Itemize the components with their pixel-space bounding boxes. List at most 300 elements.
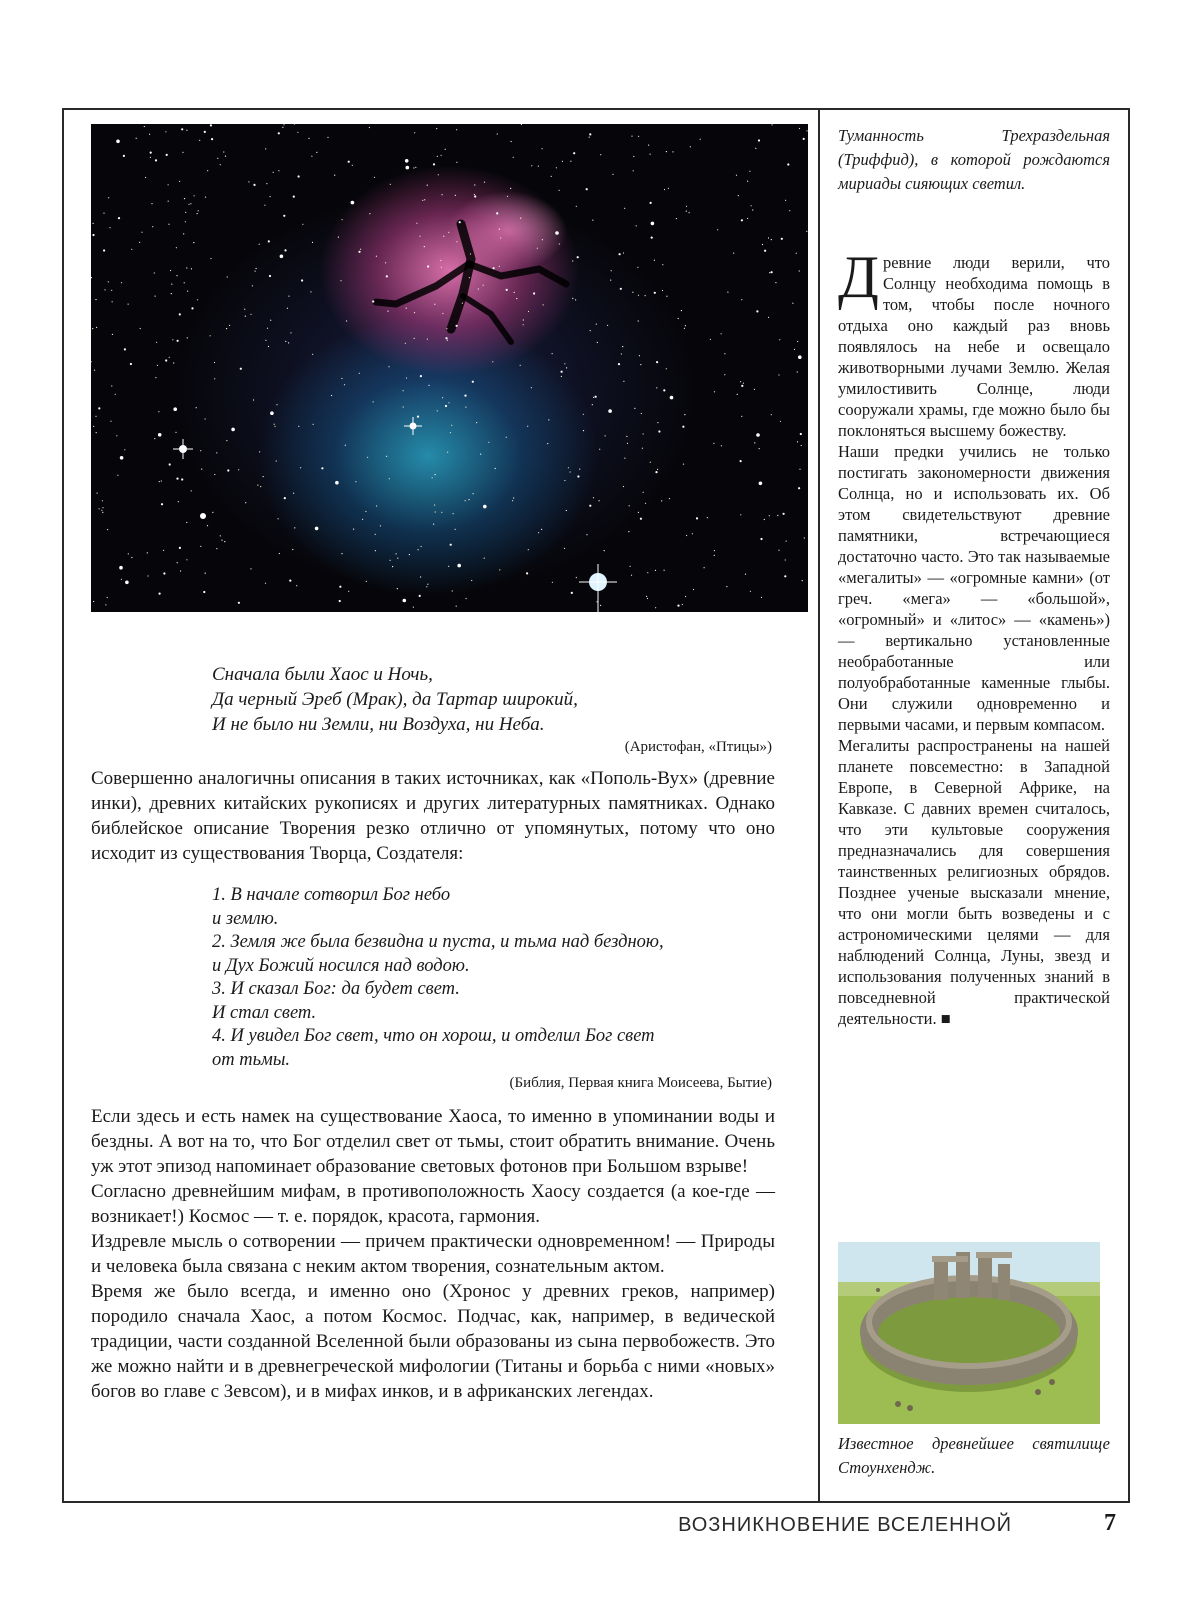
star bbox=[513, 497, 514, 498]
star bbox=[260, 486, 261, 487]
star bbox=[223, 151, 224, 152]
star bbox=[650, 462, 651, 463]
star bbox=[548, 419, 549, 420]
star bbox=[693, 589, 694, 590]
star bbox=[781, 238, 783, 240]
poem-attribution: (Аристофан, «Птицы») bbox=[624, 739, 772, 755]
star bbox=[457, 564, 461, 568]
star bbox=[351, 201, 355, 205]
star bbox=[593, 397, 594, 398]
star bbox=[531, 165, 532, 166]
star bbox=[238, 602, 240, 604]
star bbox=[564, 363, 565, 364]
star bbox=[775, 282, 776, 283]
star bbox=[589, 137, 590, 138]
star bbox=[414, 132, 415, 133]
star bbox=[741, 219, 743, 221]
star bbox=[161, 480, 162, 481]
star bbox=[768, 317, 769, 318]
star bbox=[147, 552, 148, 553]
star bbox=[541, 529, 542, 530]
star bbox=[600, 605, 601, 606]
star bbox=[115, 394, 116, 395]
star bbox=[256, 268, 257, 269]
star bbox=[97, 493, 98, 494]
star bbox=[511, 141, 512, 142]
star bbox=[244, 309, 245, 310]
star bbox=[121, 282, 122, 283]
star bbox=[664, 570, 665, 571]
star bbox=[103, 213, 104, 214]
star bbox=[623, 486, 624, 487]
star bbox=[101, 510, 102, 511]
star bbox=[168, 224, 169, 225]
main-text-2 bbox=[91, 1104, 775, 1404]
star bbox=[95, 299, 96, 300]
star bbox=[500, 237, 501, 238]
star bbox=[547, 443, 548, 444]
star bbox=[756, 433, 760, 437]
star bbox=[287, 308, 288, 309]
star bbox=[296, 585, 297, 586]
star bbox=[405, 159, 409, 163]
star bbox=[278, 170, 279, 171]
star bbox=[248, 181, 249, 182]
star bbox=[406, 308, 407, 309]
star bbox=[495, 468, 496, 469]
star bbox=[182, 152, 183, 153]
star bbox=[499, 229, 500, 230]
star bbox=[556, 167, 557, 168]
star bbox=[255, 271, 256, 272]
star bbox=[442, 194, 443, 195]
star bbox=[714, 391, 715, 392]
star bbox=[559, 243, 560, 244]
star bbox=[685, 596, 686, 597]
star bbox=[623, 381, 624, 382]
star bbox=[555, 231, 559, 235]
star bbox=[772, 124, 773, 125]
star bbox=[227, 276, 228, 277]
star bbox=[321, 467, 323, 469]
star bbox=[278, 518, 279, 519]
star bbox=[99, 508, 100, 509]
star bbox=[173, 362, 174, 363]
star bbox=[733, 253, 734, 254]
star bbox=[176, 478, 178, 480]
drop-cap: Д bbox=[838, 244, 879, 310]
star bbox=[144, 126, 145, 127]
star bbox=[538, 532, 539, 533]
star bbox=[605, 435, 606, 436]
star bbox=[682, 604, 683, 605]
star bbox=[201, 469, 202, 470]
bible-line: и землю. bbox=[212, 908, 279, 929]
star bbox=[186, 267, 187, 268]
star bbox=[577, 475, 579, 477]
star bbox=[427, 339, 428, 340]
star bbox=[375, 550, 376, 551]
star bbox=[741, 385, 743, 387]
star bbox=[561, 376, 562, 377]
star bbox=[417, 416, 419, 418]
star bbox=[789, 210, 790, 211]
side-paragraph-3: Мегалиты распространены на нашей планете повсеместно: в Западной Европе, в Северной Африке, на Кавказе. С давних времен считалось, что эти культовые сооружения предназначались для совершения таинственных религиозных обрядов. Позднее ученые высказали мнение, что они могли быть возведены и с астрономическими целями — для наблюдений Солнца, Луны, звезд и использования полученных знаний в повседневной практической деятельности. ■ bbox=[838, 736, 1110, 1028]
star bbox=[121, 579, 122, 580]
star bbox=[453, 513, 454, 514]
star bbox=[799, 128, 800, 129]
star bbox=[224, 541, 225, 542]
star bbox=[274, 424, 275, 425]
star bbox=[645, 295, 646, 296]
star bbox=[655, 607, 656, 608]
star bbox=[638, 512, 639, 513]
star bbox=[165, 359, 167, 361]
star bbox=[424, 199, 425, 200]
trifid-nebula-photo bbox=[91, 124, 808, 612]
star bbox=[552, 582, 553, 583]
star bbox=[360, 249, 361, 250]
star bbox=[624, 458, 625, 459]
star bbox=[799, 469, 800, 470]
star bbox=[756, 310, 758, 312]
star bbox=[204, 131, 206, 133]
star bbox=[521, 124, 522, 125]
star bbox=[758, 139, 760, 141]
poem-line: Да черный Эреб (Мрак), да Тартар широкий, bbox=[212, 689, 578, 710]
star bbox=[692, 533, 693, 534]
star bbox=[151, 203, 152, 204]
star bbox=[171, 284, 172, 285]
star bbox=[736, 175, 737, 176]
star bbox=[678, 318, 679, 319]
star bbox=[651, 237, 653, 239]
star bbox=[778, 374, 779, 375]
star bbox=[621, 353, 622, 354]
star bbox=[145, 177, 146, 178]
star bbox=[721, 333, 722, 334]
star bbox=[270, 411, 274, 415]
star bbox=[252, 285, 253, 286]
star bbox=[415, 167, 416, 168]
star bbox=[193, 242, 194, 243]
star bbox=[656, 361, 658, 363]
star bbox=[390, 560, 391, 561]
star bbox=[421, 546, 422, 547]
star bbox=[194, 195, 195, 196]
star bbox=[250, 568, 251, 569]
star bbox=[797, 341, 798, 342]
star bbox=[187, 337, 188, 338]
star bbox=[428, 385, 429, 386]
star bbox=[437, 410, 438, 411]
star bbox=[221, 540, 222, 541]
star bbox=[611, 270, 612, 271]
star bbox=[629, 505, 630, 506]
star bbox=[783, 513, 785, 515]
star bbox=[298, 426, 299, 427]
star bbox=[610, 280, 611, 281]
star bbox=[91, 277, 92, 278]
star bbox=[375, 534, 376, 535]
star bbox=[780, 421, 781, 422]
star bbox=[662, 290, 663, 291]
star bbox=[747, 218, 748, 219]
star bbox=[103, 249, 105, 251]
star bbox=[510, 188, 511, 189]
star bbox=[342, 219, 343, 220]
star bbox=[506, 289, 508, 291]
star bbox=[335, 481, 339, 485]
star bbox=[139, 242, 140, 243]
star bbox=[346, 320, 347, 321]
star bbox=[571, 592, 573, 594]
star bbox=[179, 547, 181, 549]
star bbox=[471, 580, 472, 581]
star bbox=[657, 422, 658, 423]
star bbox=[745, 574, 746, 575]
bible-line: 2. Земля же была безвидна и пуста, и тьма над бездною, bbox=[212, 932, 664, 952]
star bbox=[226, 440, 227, 441]
star bbox=[759, 448, 760, 449]
star bbox=[118, 217, 120, 219]
star bbox=[474, 184, 475, 185]
star bbox=[514, 292, 515, 293]
star bbox=[414, 338, 415, 339]
star bbox=[752, 209, 753, 210]
star bbox=[217, 158, 218, 159]
star bbox=[619, 253, 621, 255]
star bbox=[156, 342, 157, 343]
star bbox=[434, 505, 435, 506]
star bbox=[253, 184, 255, 186]
star bbox=[647, 598, 648, 599]
star bbox=[405, 343, 406, 344]
star bbox=[265, 340, 266, 341]
star bbox=[626, 436, 627, 437]
star bbox=[624, 208, 625, 209]
star bbox=[769, 515, 770, 516]
star bbox=[633, 170, 634, 171]
star bbox=[173, 407, 177, 411]
star bbox=[210, 124, 212, 126]
star bbox=[300, 467, 301, 468]
star bbox=[631, 575, 632, 576]
star bbox=[493, 267, 495, 269]
star bbox=[593, 497, 594, 498]
star bbox=[794, 349, 795, 350]
star bbox=[506, 437, 507, 438]
star bbox=[483, 285, 484, 286]
star bbox=[747, 181, 748, 182]
star bbox=[724, 353, 725, 354]
star bbox=[441, 155, 442, 156]
star bbox=[538, 166, 539, 167]
star bbox=[214, 362, 215, 363]
star bbox=[656, 387, 657, 388]
star bbox=[797, 441, 798, 442]
star bbox=[533, 292, 535, 294]
star bbox=[419, 595, 421, 597]
side-paragraph-1: Древние люди верили, что Солнцу необходима помощь в том, чтобы после ночного отдыха оно каждый раз вновь появлялось на небе и освещало животворными лучами Землю. Желая умилостивить Солнце, люди сооружали храмы, где можно было бы поклоняться высшему божеству. bbox=[838, 244, 1110, 440]
star bbox=[191, 268, 192, 269]
star bbox=[710, 339, 711, 340]
star bbox=[632, 292, 633, 293]
star bbox=[590, 330, 591, 331]
star bbox=[102, 512, 103, 513]
star bbox=[341, 553, 342, 554]
star bbox=[806, 130, 807, 131]
star bbox=[216, 548, 217, 549]
star bbox=[253, 399, 254, 400]
star bbox=[308, 138, 309, 139]
poem-line: И не было ни Земли, ни Воздуха, ни Неба. bbox=[212, 714, 545, 735]
star bbox=[648, 145, 649, 146]
star bbox=[438, 174, 439, 175]
star bbox=[741, 299, 742, 300]
star bbox=[469, 277, 470, 278]
star bbox=[771, 414, 772, 415]
star bbox=[646, 596, 647, 597]
star bbox=[572, 298, 573, 299]
star bbox=[443, 236, 444, 237]
star bbox=[259, 244, 260, 245]
star bbox=[390, 184, 391, 185]
star bbox=[185, 221, 186, 222]
star bbox=[93, 601, 94, 602]
star bbox=[559, 190, 560, 191]
star bbox=[403, 390, 404, 391]
star bbox=[107, 597, 108, 598]
star bbox=[420, 236, 421, 237]
star bbox=[620, 288, 622, 290]
star bbox=[315, 527, 319, 531]
star bbox=[120, 456, 124, 460]
star bbox=[592, 404, 593, 405]
star bbox=[266, 183, 267, 184]
star bbox=[172, 339, 173, 340]
star bbox=[796, 253, 797, 254]
star bbox=[344, 384, 345, 385]
star bbox=[785, 200, 786, 201]
star bbox=[131, 249, 132, 250]
star bbox=[294, 124, 295, 125]
star bbox=[543, 304, 544, 305]
star bbox=[470, 253, 471, 254]
star bbox=[376, 505, 377, 506]
star bbox=[386, 456, 387, 457]
star bbox=[640, 518, 642, 520]
star bbox=[771, 271, 773, 273]
star bbox=[397, 588, 398, 589]
star bbox=[741, 416, 742, 417]
star bbox=[450, 544, 452, 546]
star bbox=[186, 522, 187, 523]
star bbox=[497, 133, 498, 134]
star bbox=[313, 424, 314, 425]
star bbox=[707, 517, 708, 518]
star bbox=[792, 303, 793, 304]
star bbox=[573, 152, 575, 154]
star bbox=[141, 232, 142, 233]
star bbox=[597, 342, 598, 343]
star bbox=[531, 387, 532, 388]
star bbox=[456, 241, 457, 242]
star bbox=[278, 132, 280, 134]
star bbox=[355, 481, 356, 482]
star bbox=[269, 275, 271, 277]
star bbox=[290, 332, 291, 333]
star bbox=[437, 156, 438, 157]
star bbox=[764, 250, 766, 252]
star bbox=[607, 325, 608, 326]
star bbox=[367, 457, 368, 458]
star bbox=[459, 221, 461, 223]
star bbox=[513, 157, 514, 158]
star bbox=[551, 176, 552, 177]
star bbox=[273, 172, 274, 173]
star bbox=[268, 240, 270, 242]
star bbox=[683, 464, 684, 465]
column-divider bbox=[818, 108, 820, 1503]
star bbox=[654, 260, 655, 261]
star bbox=[210, 258, 211, 259]
star bbox=[662, 264, 663, 265]
star bbox=[140, 328, 141, 329]
star bbox=[492, 361, 493, 362]
star bbox=[586, 188, 588, 190]
star bbox=[527, 426, 528, 427]
star bbox=[98, 407, 100, 409]
star bbox=[123, 155, 125, 157]
star bbox=[484, 182, 485, 183]
star bbox=[456, 325, 458, 327]
star bbox=[655, 471, 657, 473]
star bbox=[599, 449, 600, 450]
star bbox=[456, 606, 457, 607]
star bbox=[713, 443, 714, 444]
end-mark: ■ bbox=[940, 1009, 951, 1028]
star bbox=[743, 383, 744, 384]
star bbox=[496, 212, 498, 214]
star bbox=[94, 370, 95, 371]
star bbox=[537, 248, 538, 249]
star bbox=[455, 529, 456, 530]
star bbox=[279, 553, 280, 554]
star bbox=[297, 132, 298, 133]
star bbox=[526, 572, 528, 574]
star bbox=[311, 156, 312, 157]
star bbox=[446, 328, 447, 329]
star bbox=[409, 554, 410, 555]
star bbox=[586, 534, 587, 535]
star bbox=[372, 300, 374, 302]
star bbox=[450, 432, 451, 433]
star bbox=[168, 201, 169, 202]
star bbox=[198, 210, 199, 211]
star bbox=[426, 586, 427, 587]
star bbox=[257, 485, 258, 486]
star bbox=[149, 134, 150, 135]
star bbox=[102, 500, 103, 501]
star bbox=[669, 498, 670, 499]
star bbox=[740, 514, 741, 515]
star bbox=[245, 316, 246, 317]
star bbox=[798, 487, 800, 489]
star bbox=[520, 365, 521, 366]
star bbox=[312, 354, 313, 355]
star bbox=[484, 558, 485, 559]
